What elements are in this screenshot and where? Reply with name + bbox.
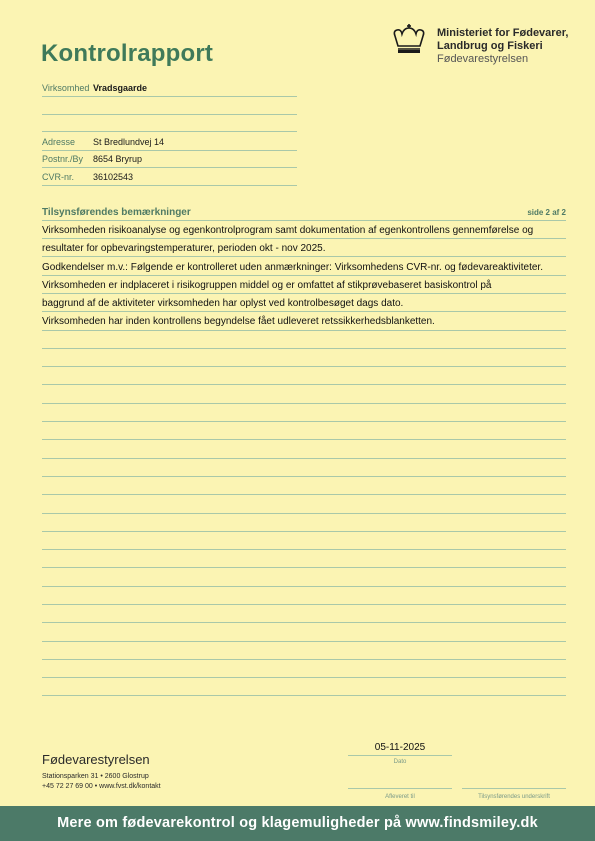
ruled-line	[42, 586, 566, 587]
signature-line	[462, 788, 566, 789]
remark-line: Virksomheden er indplaceret i risikogruppen middel og er omfattet af stikprøvebaseret basiskontrol på	[42, 280, 492, 291]
ruled-line	[42, 439, 566, 440]
ruled-line	[42, 403, 566, 404]
cvr-row	[42, 167, 297, 186]
postnr-label: Postnr./By	[42, 154, 84, 164]
ruled-line	[42, 366, 566, 367]
remark-line: Virksomheden har inden kontrollens begyndelse fået udleveret retssikkerhedsblanketten.	[42, 316, 435, 327]
virksomhed-label: Virksomhed	[42, 83, 90, 93]
ministry-line-2: Landbrug og Fiskeri	[437, 40, 543, 52]
delivered-line	[348, 788, 452, 789]
ruled-line	[42, 513, 566, 514]
ruled-line	[42, 476, 566, 477]
adresse-label: Adresse	[42, 137, 76, 147]
cvr-label: CVR-nr.	[42, 172, 75, 182]
ruled-line	[42, 641, 566, 642]
remark-line: baggrund af de aktiviteter virksomheden har oplyst ved kontrolbesøget dags dato.	[42, 298, 404, 309]
rule	[42, 220, 566, 221]
ruled-line	[42, 677, 566, 678]
date-line	[348, 755, 452, 756]
agency-name: Fødevarestyrelsen	[437, 53, 529, 65]
ruled-line	[42, 659, 566, 660]
ministry-logo-text	[437, 27, 568, 66]
footer-org: Fødevarestyrelsen	[42, 752, 150, 767]
cvr-value: 36102543	[93, 172, 134, 182]
remark-line: Virksomheden risikoanalyse og egenkontrolprogram samt dokumentation af egenkontrollens gennemførelse og	[42, 225, 534, 236]
ruled-line	[42, 330, 566, 331]
ruled-line	[42, 567, 566, 568]
ruled-line	[42, 622, 566, 623]
remarks-title: Tilsynsførendes bemærkninger	[42, 207, 191, 218]
postnr-value: 8654 Bryrup	[93, 154, 143, 164]
ruled-line	[42, 256, 566, 257]
ruled-line	[42, 549, 566, 550]
footer-address-block	[42, 772, 161, 792]
page-title: Kontrolrapport	[41, 40, 214, 67]
ruled-line	[42, 238, 566, 239]
footer-address: Stationsparken 31 • 2600 Glostrup	[42, 773, 149, 780]
delivered-label: Afleveret til	[385, 794, 415, 800]
page-number: side 2 af 2	[527, 208, 566, 217]
remark-line: Godkendelser m.v.: Følgende er kontrolleret uden anmærkninger: Virksomhedens CVR-nr. og fødevareaktiviteter.	[42, 262, 543, 273]
signature-label: Tilsynsførendes underskrift	[478, 794, 550, 800]
virksomhed-value: Vradsgaarde	[93, 83, 148, 93]
ruled-line	[42, 293, 566, 294]
ruled-line	[42, 348, 566, 349]
footer-contact: +45 72 27 69 00 • www.fvst.dk/kontakt	[42, 783, 161, 790]
ruled-line	[42, 604, 566, 605]
date-value: 05-11-2025	[374, 742, 426, 753]
ruled-line	[42, 494, 566, 495]
crown-icon	[391, 24, 427, 54]
ruled-line	[42, 384, 566, 385]
ruled-line	[42, 311, 566, 312]
ruled-line	[42, 458, 566, 459]
adresse-value: St Bredlundvej 14	[93, 137, 165, 147]
date-label: Dato	[393, 759, 407, 765]
banner-text[interactable]: Mere om fødevarekontrol og klagemuligheder på www.findsmiley.dk	[57, 815, 538, 831]
ruled-line	[42, 421, 566, 422]
postnr-row	[42, 149, 297, 168]
virksomhed-row	[42, 78, 297, 97]
remark-line: resultater for opbevaringstemperaturer, perioden okt - nov 2025.	[42, 243, 326, 254]
blank-row	[42, 113, 297, 132]
ruled-line	[42, 275, 566, 276]
ruled-line	[42, 531, 566, 532]
ruled-line	[42, 695, 566, 696]
ministry-line-1: Ministeriet for Fødevarer,	[437, 27, 569, 39]
